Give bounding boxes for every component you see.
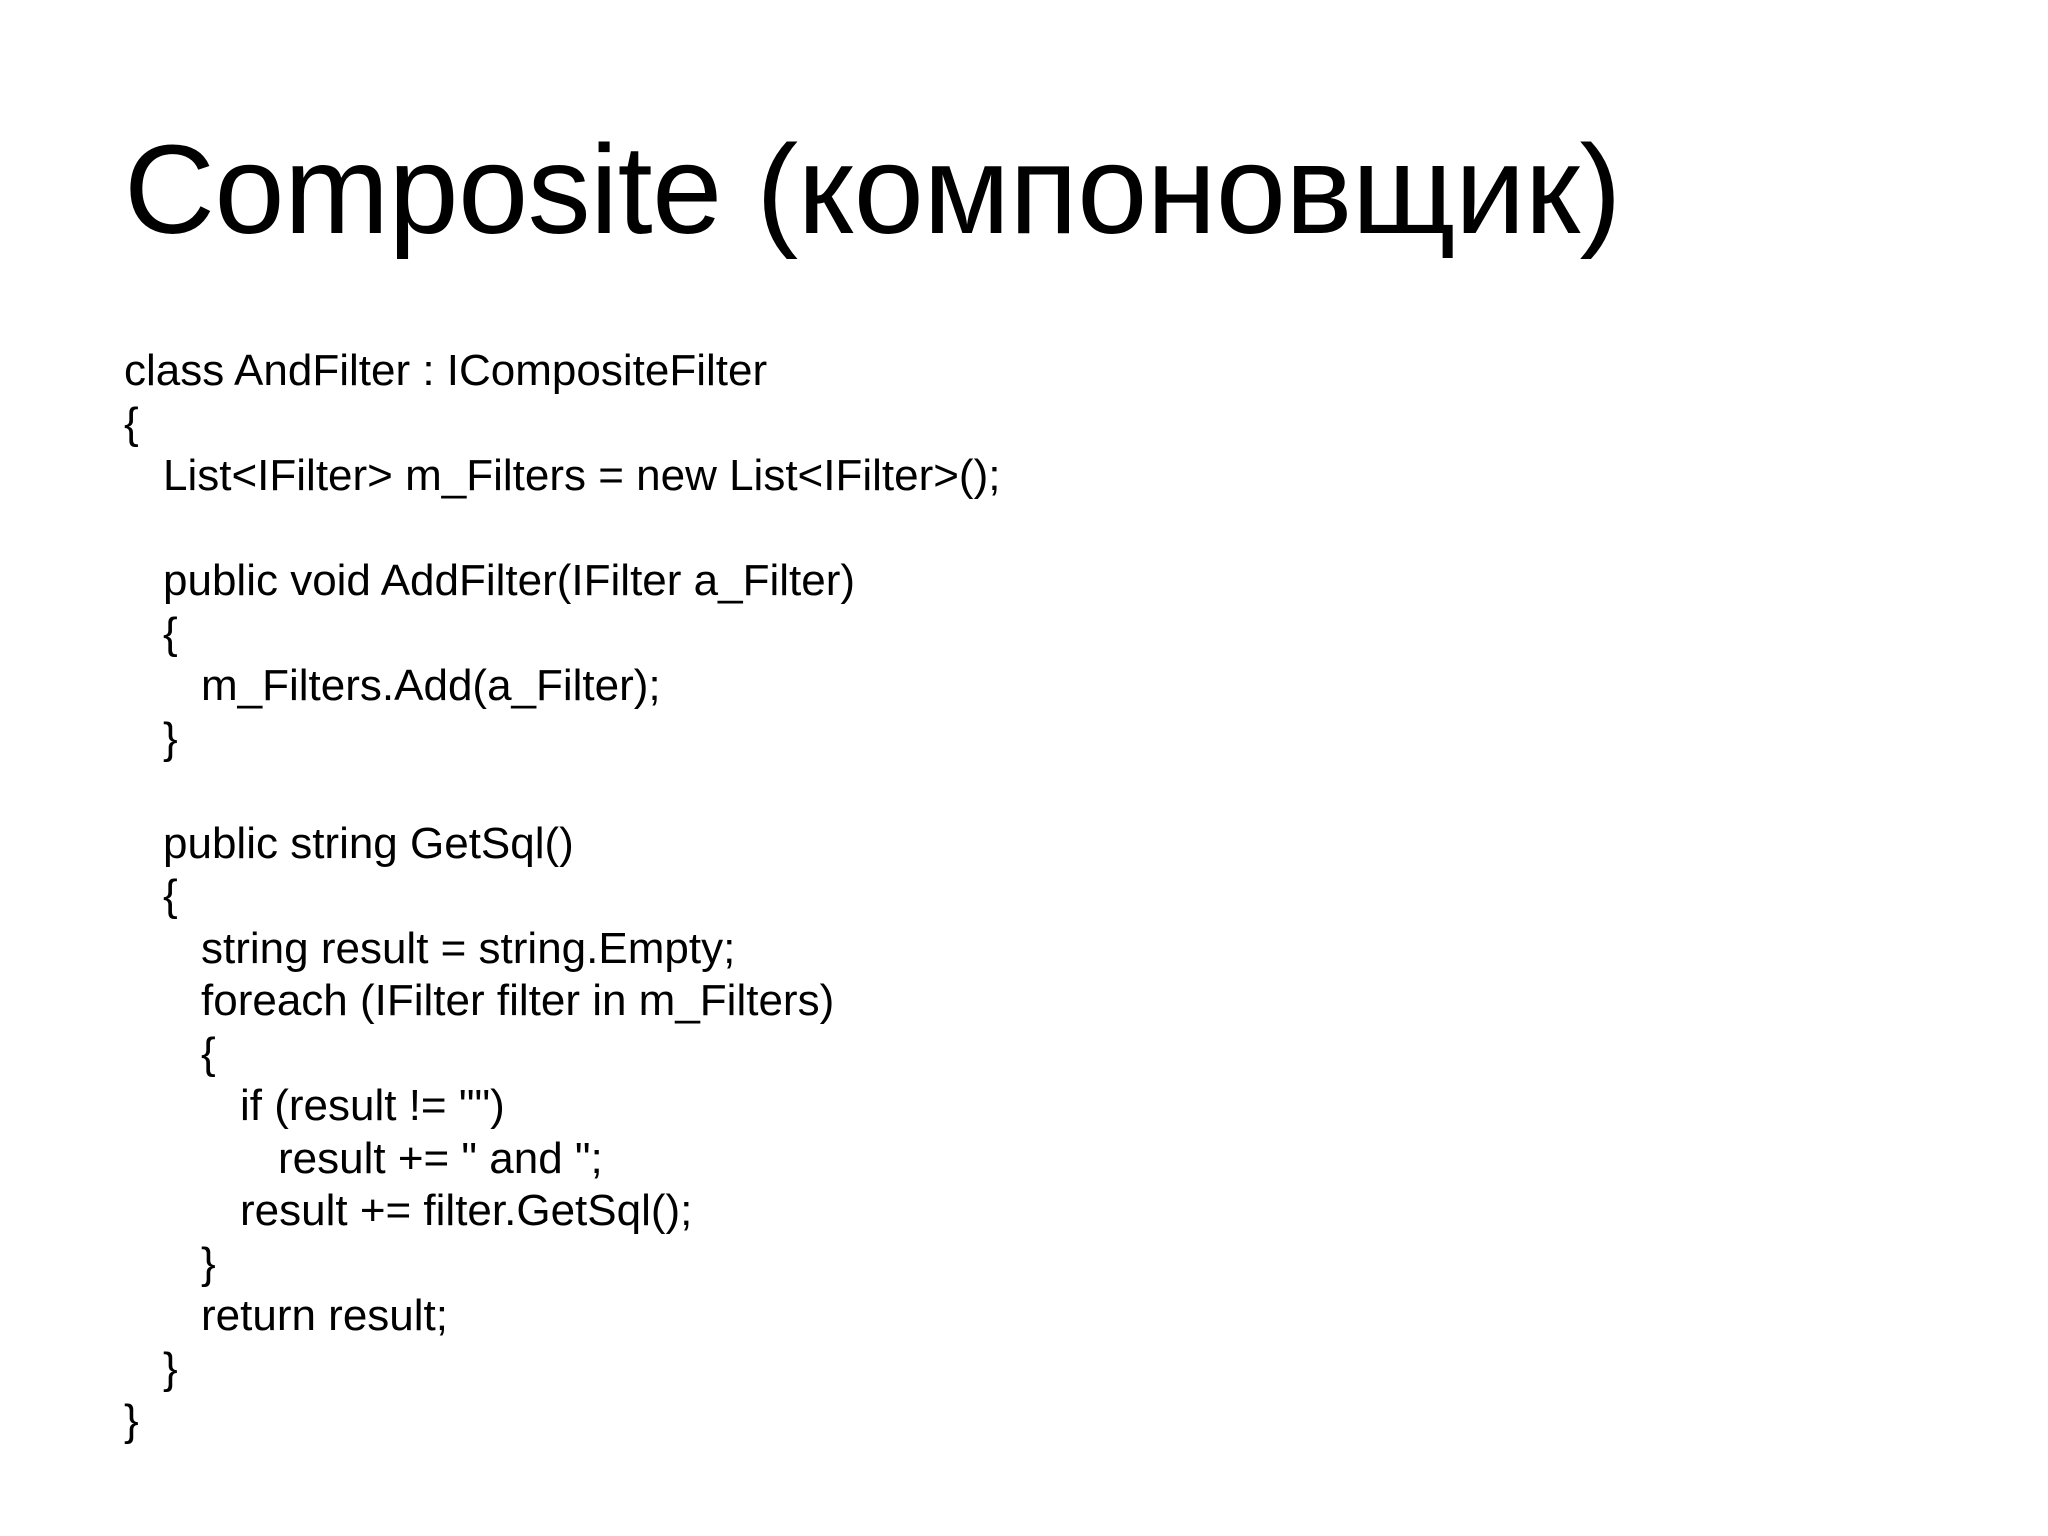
code-line: { (124, 398, 139, 448)
code-line: result += filter.GetSql(); (240, 1186, 693, 1235)
code-line: } (201, 1238, 216, 1288)
code-line: { (201, 1028, 216, 1078)
code-line: } (124, 1396, 139, 1445)
code-line: class AndFilter : ICompositeFilter (124, 346, 768, 395)
code-line: List<IFilter> m_Filters = new List<IFilter>(); (163, 451, 1001, 500)
code-line: result += " and "; (278, 1133, 603, 1183)
slide-title: Composite (компоновщик) (124, 119, 1621, 260)
code-line (124, 503, 1000, 556)
code-line (124, 765, 1000, 818)
code-line: string result = string.Empty; (201, 923, 736, 973)
code-line: { (163, 871, 178, 920)
code-line: public void AddFilter(IFilter a_Filter) (163, 556, 856, 605)
code-line: if (result != "") (240, 1081, 505, 1130)
code-block (124, 345, 1000, 1448)
code-line: foreach (IFilter filter in m_Filters) (201, 976, 835, 1025)
code-line: { (163, 608, 178, 658)
code-line: m_Filters.Add(a_Filter); (201, 661, 661, 710)
code-line: } (163, 1343, 178, 1393)
code-line: public string GetSql() (163, 818, 574, 868)
code-line: return result; (201, 1291, 448, 1340)
code-line: } (163, 713, 178, 763)
